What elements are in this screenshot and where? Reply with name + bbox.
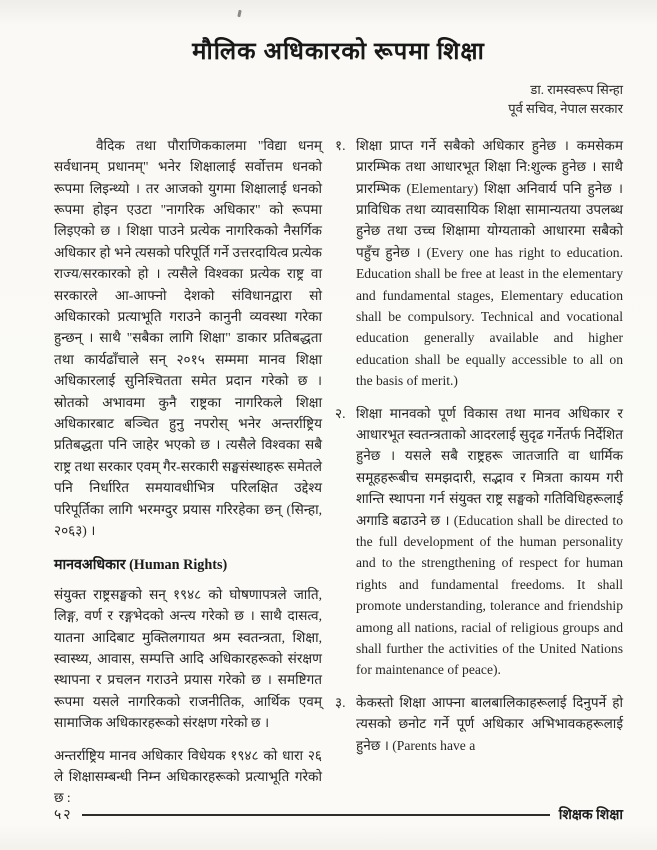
paragraph-article26-intro: अन्तर्राष्ट्रिय मानव अधिकार विधेयक १९४८ को धारा २६ ले शिक्षासम्बन्धी निम्न अधिकारहरूको प्रत्याभूति गरेको छ : — [54, 747, 322, 806]
right-column — [335, 135, 623, 820]
author-block — [54, 81, 623, 119]
list-item-3 — [335, 692, 623, 756]
list-item-text: शिक्षा मानवको पूर्ण विकास तथा मानव अधिकार र आधारभूत स्वतन्त्रताको आदरलाई सुदृढ गर्नेतर्फ निर्देशित हुनेछ । यसले सबै राष्ट्रहरू जातजाति वा धार्मिक समूहहरूबीच समझदारी, सद्भाव र मित्रता कायम गरी शान्ति स्थापना गर्न संयुक्त राष्ट्र सङ्घको गतिविधिहरूलाई अगाडि बढाउने छ । (Education shall be directed to the full development of the human personality and to the strengthening of respect for human rights and fundamental freedoms. It shall promote understanding, tolerance and friendship among all nations, racial of religious groups and shall further the activities of the United Nations for maintenance of peace). — [356, 405, 623, 678]
list-item-text: शिक्षा प्राप्त गर्ने सबैको अधिकार हुनेछ । कमसेकम प्रारम्भिक तथा आधारभूत शिक्षा नि:शुल्क हुनेछ । साथै प्रारम्भिक (Elementary) शिक्षा अनिवार्य पनि हुनेछ । प्राविधिक तथा व्यावसायिक शिक्षा सामान्यतया उपलब्ध हुनेछ तथा उच्च शिक्षामा योग्यताको आधारमा सबैको पहुँच हुनेछ । (Every one has right to education. Education shall be free at least in the elementary and fundamental stages, Elementary education shall be compulsory. Technical and vocational education generally available and higher education shall be equally accessible to all on the basis of merit.) — [356, 137, 623, 389]
list-number: १. — [335, 137, 346, 153]
footer-rule — [82, 814, 550, 816]
document-header — [0, 0, 657, 119]
paragraph-un-declaration: संयुक्त राष्ट्रसङ्घको सन् १९४८ को घोषणापत्रले जाति, लिङ्ग, वर्ण र रङ्गभेदको अन्त्य गरेको छ । साथै दासत्व, यातना आदिबाट मुक्तिलगायत श्रम स्वतन्त्रता, शिक्षा, स्वास्थ्य, आवास, सम्पत्ति आदि अधिकारहरूको संरक्षण स्थापना र प्रचलन गराउने प्रयास गरेको छ । समष्टिगत रूपमा यसले नागरिकको राजनीतिक, आर्थिक एवम् सामाजिक अधिकारहरूको संरक्षण गरेको छ । — [54, 586, 322, 731]
list-number: २. — [335, 405, 346, 421]
list-number: ३. — [335, 694, 346, 710]
left-column — [54, 135, 322, 820]
list-item-1 — [335, 135, 623, 392]
author-title: पूर्व सचिव, नेपाल सरकार — [508, 100, 623, 116]
page-title: मौलिक अधिकारको रूपमा शिक्षा — [192, 39, 485, 65]
author-name: डा. रामस्वरूप सिन्हा — [530, 82, 623, 97]
list-item-text: केकस्तो शिक्षा आफ्ना बालबालिकाहरूलाई दिनुपर्ने हो त्यसको छनोट गर्ने पूर्ण अधिकार अभिभावकहरूलाई हुनेछ । (Parents have a — [356, 694, 623, 753]
two-column-body — [0, 119, 657, 820]
page-number: ५२ — [54, 808, 73, 823]
section-heading-human-rights: मानवअधिकार (Human Rights) — [54, 557, 228, 574]
list-item-2 — [335, 403, 623, 681]
journal-title: शिक्षक शिक्षा — [558, 808, 623, 823]
page-footer — [54, 805, 623, 824]
paragraph-intro: वैदिक तथा पौराणिककालमा "विद्या धनम् सर्वधानम् प्रधानम्" भनेर शिक्षालाई सर्वोत्तम धनको रूपमा लिइन्थ्यो । तर आजको युगमा शिक्षालाई धनको रूपमा होइन एउटा "नागरिक अधिकार" को रूपमा लिइएको छ । शिक्षा पाउने प्रत्येक नागरिकको नैसर्गिक अधिकार हो भने त्यसको परिपूर्ति गर्ने उत्तरदायित्व प्रत्येक राज्य/सरकारको हो । त्यसैले विश्वका प्रत्येक राष्ट्र वा सरकारले आ-आफ्नो देशको संविधानद्वारा सो अधिकारको प्रत्याभूति गराउने कानुनी व्यवस्था गरेका हुन्छन् । साथै "सबैका लागि शिक्षा" डाकार प्रतिबद्धता तथा कार्यढाँचाले सन् २०१५ सम्ममा मानव शिक्षा अधिकारलाई सुनिश्चितता समेत प्रदान गरेको छ । स्रोतको अभावमा कुनै राष्ट्रका नागरिकले शिक्षा अधिकारबाट बञ्चित हुनु नपरोस् भनेर अन्तर्राष्ट्रिय प्रतिबद्धता पनि जाहेर भएको छ । त्यसैले विश्वका सबै राष्ट्र तथा सरकार एवम् गैर-सरकारी सङ्घसंस्थाहरू समेतले पनि निर्धारित समयावधीभित्र परिलक्षित उद्देश्य परिपूर्तिका लागि भरमग्दुर प्रयास गरिरहेका छन् (सिन्हा, २०६३) । — [54, 137, 322, 538]
